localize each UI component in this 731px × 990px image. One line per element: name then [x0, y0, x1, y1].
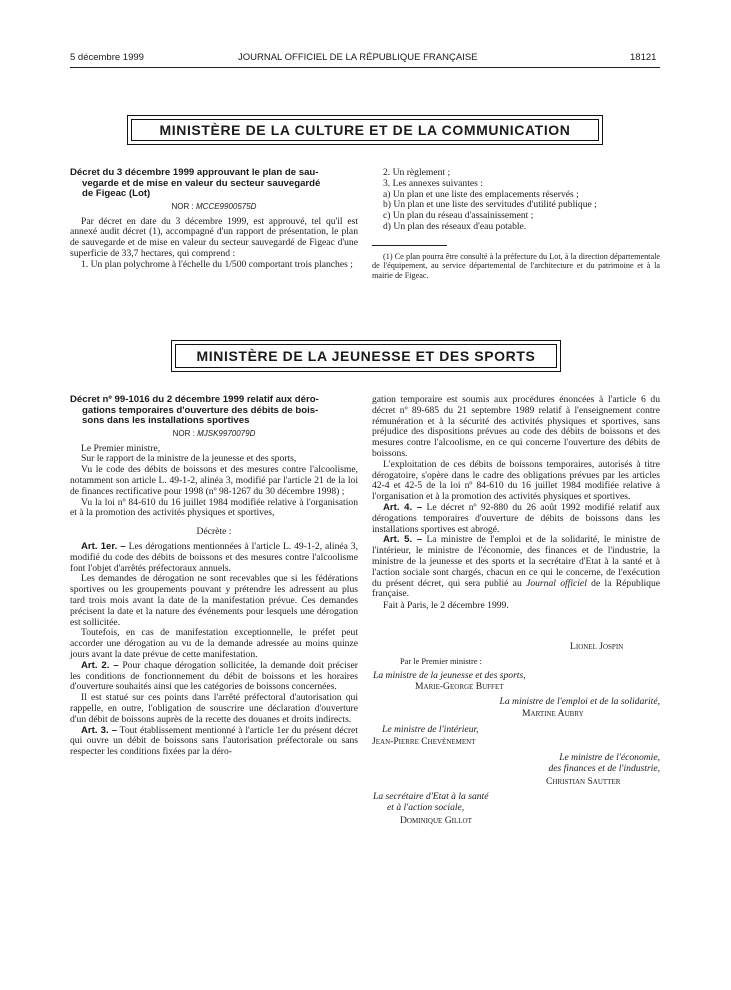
article-5-text: La ministre de l'emploi et de la solidarité, le ministre de l'intérieur, le ministre de l'économie, des finances et de l'industrie, la ministre de la jeunesse et des sports et la secrétaire d'Etat à la santé et à l'action sociale sont chargés, chacun en ce qui le concerne, de l'exécution du présent décret, qui sera publié au	[372, 534, 660, 589]
signature-premier-ministre: Lionel Jospin	[570, 641, 624, 652]
ministry-banner-jeunesse-title: MINISTÈRE DE LA JEUNESSE ET DES SPORTS	[175, 344, 557, 368]
article-3-label: Art. 3. –	[81, 724, 118, 736]
signatory-sautter: Christian Sautter	[546, 776, 621, 787]
culture-item-annexes: 3. Les annexes suivantes :	[383, 177, 483, 189]
culture-title-line-2: vegarde et de mise en valeur du secteur sauvegardé	[82, 177, 321, 189]
article-1-paragraph-3: Toutefois, en cas de manifestation exceptionnelle, le préfet peut accorder une dérogation au vu de la demande adressée au moins quinze jours avant la date prévue de cette manifestation.	[70, 627, 358, 660]
header-rule	[70, 67, 660, 68]
culture-item-b: b) Un plan et une liste des servitudes d'utilité publique ;	[383, 199, 597, 211]
signatory-role-line-2: et à l'action sociale,	[387, 802, 465, 813]
article-4-label: Art. 4. –	[383, 501, 423, 513]
culture-paragraph-2: 1. Un plan polychrome à l'échelle du 1/500 comportant trois planches ;	[81, 258, 353, 270]
signatory-chevenement: Jean-Pierre Chevènement	[372, 736, 476, 747]
nor-label: NOR :	[172, 428, 198, 438]
jeunesse-right-column	[372, 395, 660, 612]
footnote-rule	[372, 245, 447, 246]
jeunesse-left-column	[70, 395, 358, 758]
article-3-paragraph-2: L'exploitation de ces débits de boissons temporaires, autorisés à titre dérogatoire, s'opère dans le cadre des obligations prévues par les articles 42-4 et 42-5 de la loi nº 84-610 du 16 juillet 1984 modifiée relative à l'organisation et à la promotion des activités physiques et sportives.	[372, 458, 660, 503]
signatory-role: Le ministre de l'intérieur,	[382, 724, 479, 735]
nor-code: MJSK9970079D	[197, 428, 256, 438]
article-5-end: de la République française.	[372, 577, 661, 600]
jeunesse-nor-reference	[70, 429, 358, 440]
article-1	[70, 542, 358, 574]
signatory-role-line-1: Le ministre de l'économie,	[559, 752, 660, 763]
article-1-text: Les dérogations mentionnées à l'article L. 49-1-2, alinéa 3, modifié du code des débits de boissons et des mesures contre l'alcoolisme font l'objet d'arrêtés préfectoraux annuels.	[70, 540, 359, 574]
article-2	[70, 661, 358, 693]
culture-title-line-1: Décret du 3 décembre 1999 approuvant le plan de sau-	[70, 167, 319, 178]
decrete-heading: Décrète :	[196, 526, 232, 538]
jeunesse-decree-title	[70, 395, 358, 427]
culture-paragraph-1: Par décret en date du 3 décembre 1999, est approuvé, tel qu'il est annexé audit décret (1), accompagné d'un rapport de présentation, le plan de sauvegarde et de mise en valeur du secteur sauvegardé de Figeac d'une superficie de 33,7 hectares, qui comprend :	[70, 215, 358, 259]
article-4-text: Le décret nº 92-880 du 26 août 1992 modifié relatif aux dérogations temporaires d'ouverture de débits de boissons dans les installations sportives est abrogé.	[372, 501, 660, 535]
signatory-buffet: Marie-George Buffet	[415, 681, 504, 692]
nor-code: MCCE9900575D	[195, 201, 257, 211]
signature-block-sante	[373, 791, 488, 813]
article-2-paragraph-2: Il est statué sur ces points dans l'arrêté préfectoral d'autorisation qui rappelle, en outre, l'obligation de souscrire une déclaration d'ouverture d'un débit de boissons auprès de la recette des douanes et droits indirects.	[70, 692, 358, 725]
fait-a-paris: Fait à Paris, le 2 décembre 1999.	[383, 600, 509, 612]
signatory-role-line-2: des finances et de l'industrie,	[548, 763, 660, 774]
article-5	[372, 535, 660, 600]
premier-ministre: Le Premier ministre,	[81, 442, 161, 454]
signature-block-emploi	[499, 696, 660, 707]
ministry-banner-culture	[127, 115, 603, 145]
signatory-aubry: Martine Aubry	[522, 708, 584, 719]
visa-loi: Vu la loi nº 84-610 du 16 juillet 1984 modifiée relative à l'organisation et à la promotion des activités physiques et sportives,	[70, 496, 358, 519]
culture-item-a: a) Un plan et une liste des emplacements réservés ;	[383, 188, 579, 200]
culture-item-d: d) Un plan des réseaux d'eau potable.	[383, 220, 527, 232]
culture-right-column	[372, 168, 660, 280]
signature-block-interieur	[382, 724, 479, 735]
article-5-label: Art. 5. –	[383, 534, 423, 546]
nor-label: NOR :	[171, 201, 196, 211]
header-date: 5 décembre 1999	[70, 52, 144, 63]
header-journal-title: JOURNAL OFFICIEL DE LA RÉPUBLIQUE FRANÇAISE	[238, 52, 478, 63]
culture-nor-reference	[70, 202, 358, 213]
jeunesse-title-line-2: gations temporaires d'ouverture des débits de bois-	[82, 404, 319, 416]
signatory-role: La ministre de l'emploi et de la solidarité,	[499, 696, 660, 707]
article-2-label: Art. 2. –	[81, 659, 119, 671]
culture-title-line-3: de Figeac (Lot)	[82, 188, 151, 200]
jeunesse-title-line-1: Décret nº 99-1016 du 2 décembre 1999 relatif aux déro-	[70, 394, 319, 405]
signature-block-economie	[548, 752, 660, 774]
culture-footnote: (1) Ce plan pourra être consulté à la préfecture du Lot, à la direction départementale de l'équipement, au service départemental de l'architecture et du patrimoine et à la mairie de Figeac.	[372, 251, 660, 280]
article-2-text: Pour chaque dérogation sollicitée, la demande doit préciser les conditions de fonctionnement du débit de boissons et les horaires d'ouverture souhaités ainsi que les catégories de boissons concernées.	[70, 659, 358, 693]
signatory-role: La ministre de la jeunesse et des sports,	[373, 670, 526, 681]
journal-officiel-italic: Journal officiel	[526, 577, 587, 589]
article-1-label: Art. 1er. –	[81, 540, 126, 552]
culture-item-reglement: 2. Un règlement ;	[383, 167, 451, 178]
par-le-premier-ministre: Par le Premier ministre :	[400, 657, 482, 666]
culture-left-column	[70, 168, 358, 271]
article-3-text: Tout établissement mentionné à l'article 1er du présent décret qui ouvre un débit de boissons sans l'autorisation préfectorale ou sans respecter les conditions fixées par la déro-	[70, 724, 358, 758]
culture-item-c: c) Un plan du réseau d'assainissement ;	[383, 210, 534, 222]
signatory-role-line-1: La secrétaire d'Etat à la santé	[373, 791, 489, 802]
visa-rapport: Sur le rapport de la ministre de la jeunesse et des sports,	[81, 453, 297, 465]
article-3-continued: gation temporaire est soumis aux procédures énoncées à l'article 6 du décret nº 89-685 du 21 septembre 1989 relatif à l'enseignement contre rémunération et à la sécurité des activités physiques et sportives, sans préjudice des dispositions prévues au code des débits de boissons et des mesures contre l'alcoolisme, en ce qui concerne l'ouverture des débits de boissons.	[372, 394, 660, 459]
article-4	[372, 503, 660, 535]
signature-block-jeunesse	[373, 670, 526, 681]
jeunesse-title-line-3: sons dans les installations sportives	[82, 415, 250, 427]
ministry-banner-culture-title: MINISTÈRE DE LA CULTURE ET DE LA COMMUNICATION	[131, 119, 599, 141]
ministry-banner-jeunesse	[171, 340, 561, 372]
signatory-gillot: Dominique Gillot	[400, 815, 472, 826]
article-1-paragraph-2: Les demandes de dérogation ne sont recevables que si les fédérations sportives ou les groupements pouvant y prétendre les adressent au plus tard trois mois avant la date de la manifestation prévue. Ces demandes précisent la date et la nature des événements pour lesquels une dérogation est sollicitée.	[70, 573, 358, 628]
article-3	[70, 726, 358, 758]
visa-code: Vu le code des débits de boissons et des mesures contre l'alcoolisme, notamment son article L. 49-1-2, alinéa 3, modifié par l'article 21 de la loi de finances rectificative pour 1998 (nº 98-1267 du 30 décembre 1998) ;	[70, 464, 358, 497]
culture-decree-title	[70, 168, 358, 200]
header-page-number: 18121	[630, 52, 657, 63]
